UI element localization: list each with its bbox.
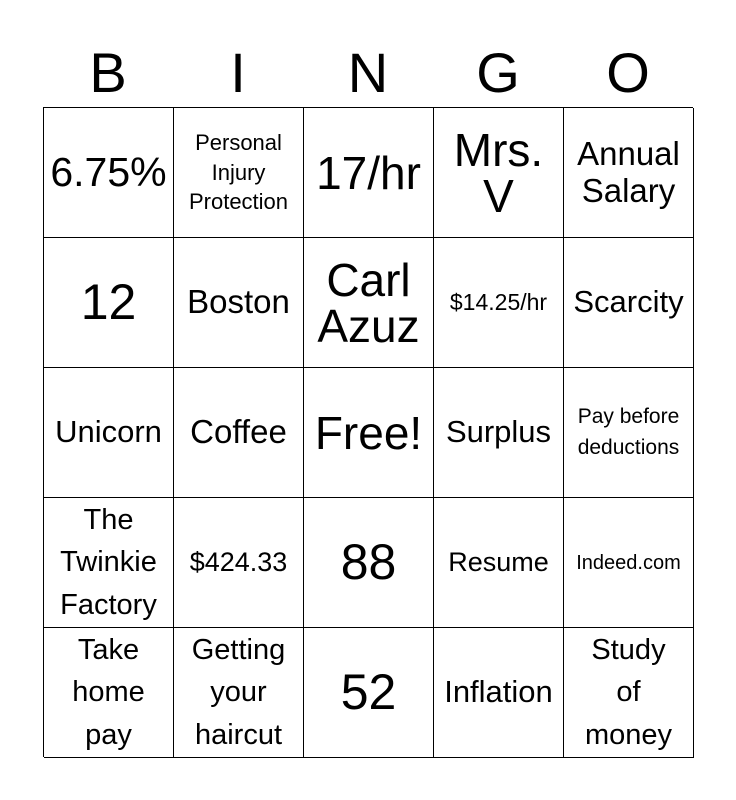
cell-text: Unicorn <box>55 414 162 450</box>
bingo-cell[interactable] <box>174 368 304 498</box>
bingo-cell[interactable] <box>44 368 174 498</box>
bingo-cell[interactable] <box>174 238 304 368</box>
bingo-cell[interactable] <box>434 108 564 238</box>
header-letter-b: B <box>89 41 127 104</box>
bingo-cell[interactable] <box>304 498 434 628</box>
cell-text: Inflation <box>444 674 553 710</box>
bingo-cell[interactable] <box>44 498 174 628</box>
bingo-cell[interactable] <box>174 628 304 758</box>
bingo-cell[interactable] <box>304 628 434 758</box>
bingo-cell[interactable] <box>434 368 564 498</box>
bingo-cell[interactable] <box>564 498 694 628</box>
cell-text: The Twinkie Factory <box>60 504 157 621</box>
cell-text: Coffee <box>190 413 287 451</box>
cell-text: $424.33 <box>189 547 288 578</box>
cell-text: Indeed.com <box>576 551 681 574</box>
bingo-cell[interactable] <box>304 108 434 238</box>
bingo-cell[interactable] <box>564 238 694 368</box>
bingo-cell[interactable] <box>434 498 564 628</box>
cell-text: Personal Injury Protection <box>188 129 289 215</box>
free-space-text: Free! <box>314 406 423 459</box>
bingo-board <box>43 107 693 757</box>
cell-text: 6.75% <box>50 148 167 195</box>
bingo-cell[interactable] <box>564 108 694 238</box>
cell-text: 88 <box>340 534 397 590</box>
bingo-cell[interactable] <box>434 238 564 368</box>
free-space-cell[interactable] <box>304 368 434 498</box>
bingo-cell[interactable] <box>304 238 434 368</box>
cell-text: $14.25/hr <box>449 289 548 316</box>
bingo-cell[interactable] <box>564 628 694 758</box>
cell-text: Scarcity <box>573 284 684 320</box>
bingo-cell[interactable] <box>44 108 174 238</box>
cell-text: Boston <box>187 283 290 321</box>
bingo-cell[interactable] <box>44 238 174 368</box>
cell-text: Surplus <box>445 414 552 450</box>
cell-text: 52 <box>340 664 397 720</box>
cell-text: Take home pay <box>72 634 145 751</box>
bingo-cell[interactable] <box>564 368 694 498</box>
bingo-cell[interactable] <box>434 628 564 758</box>
bingo-cell[interactable] <box>174 498 304 628</box>
cell-text: Carl Azuz <box>317 253 420 352</box>
cell-text: 12 <box>80 274 137 330</box>
cell-text: Mrs. V <box>453 123 544 222</box>
bingo-cell[interactable] <box>44 628 174 758</box>
cell-text: Getting your haircut <box>191 634 286 751</box>
cell-text: 17/hr <box>316 146 421 199</box>
cell-text: Pay before deductions <box>577 405 680 459</box>
header-letter-g: G <box>476 41 520 104</box>
bingo-header <box>43 40 693 106</box>
bingo-cell[interactable] <box>174 108 304 238</box>
header-letter-i: I <box>230 41 246 104</box>
header-letter-o: O <box>606 41 650 104</box>
cell-text: Annual Salary <box>577 135 680 209</box>
cell-text: Study of money <box>584 634 673 751</box>
cell-text: Resume <box>448 547 549 578</box>
header-letter-n: N <box>347 41 389 104</box>
